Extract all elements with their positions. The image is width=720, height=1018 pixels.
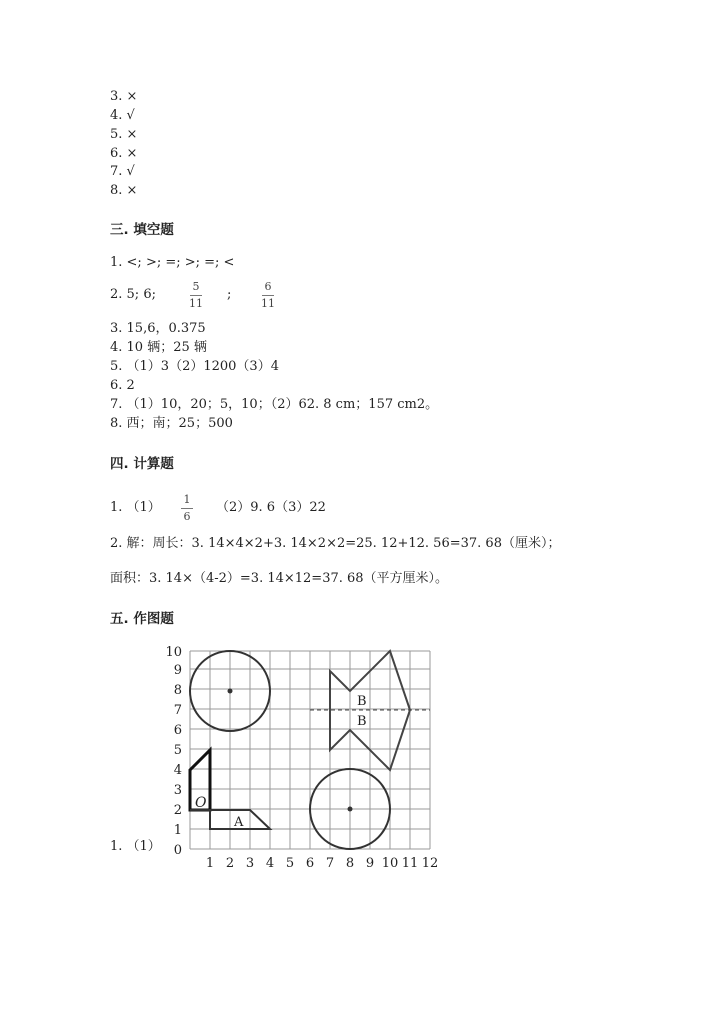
fill-answer-2: 2. 5; 6;: [110, 287, 156, 302]
x-tick-label: 9: [365, 856, 375, 871]
judgment-answer: 3. ×: [110, 89, 138, 104]
y-tick-label: 4: [173, 763, 182, 778]
fill-answer-3: 3. 15,6，0.375: [110, 321, 206, 336]
shape-a-label: A: [234, 815, 244, 830]
y-tick-label: 10: [165, 645, 182, 660]
calc-answer-2-line1: 2. 解：周长：3. 14×4×2+3. 14×2×2=25. 12+12. 56=37. 68（厘米）；: [110, 536, 561, 551]
calc-answer-2-line2: 面积：3. 14×（4-2）=3. 14×12=37. 68（平方厘米）。: [110, 571, 449, 586]
x-tick-label: 10: [381, 856, 399, 871]
calc-answer-1-prefix: 1. （1）: [110, 500, 161, 515]
x-tick-label: 8: [345, 856, 355, 871]
x-tick-label: 11: [401, 856, 419, 871]
x-tick-label: 12: [421, 856, 439, 871]
circle-center-dot: [348, 807, 353, 812]
judgment-answer: 8. ×: [110, 183, 138, 198]
y-tick-label: 5: [173, 743, 182, 758]
y-tick-label: 7: [173, 703, 182, 718]
judgment-answer: 7. √: [110, 164, 135, 179]
x-tick-label: 6: [305, 856, 315, 871]
coordinate-grid-figure: [160, 640, 445, 875]
fill-answer-1: 1. <; >; =; >; =; <: [110, 255, 235, 270]
y-tick-label: 6: [173, 723, 182, 738]
origin-label: O: [195, 795, 207, 811]
judgment-answer: 6. ×: [110, 146, 138, 161]
section-heading-fill: 三. 填空题: [110, 222, 174, 238]
calc-answer-1-suffix: （2）9. 6（3）22: [216, 500, 326, 515]
y-tick-label: 0: [173, 843, 182, 858]
circle-center-dot: [228, 689, 233, 694]
x-tick-label: 3: [245, 856, 255, 871]
x-tick-label: 4: [265, 856, 275, 871]
y-tick-label: 8: [173, 683, 182, 698]
judgment-answer: 5. ×: [110, 127, 138, 142]
fraction: 5 11: [189, 280, 203, 310]
y-tick-label: 1: [173, 823, 182, 838]
x-tick-label: 5: [285, 856, 295, 871]
section-heading-calc: 四. 计算题: [110, 456, 174, 472]
section-heading-draw: 五. 作图题: [110, 611, 174, 627]
fill-answer-5: 5. （1）3（2）1200（3）4: [110, 359, 279, 374]
x-tick-label: 2: [225, 856, 235, 871]
fraction: 6 11: [261, 280, 275, 310]
y-tick-label: 2: [173, 803, 182, 818]
y-tick-label: 9: [173, 663, 182, 678]
x-tick-label: 7: [325, 856, 335, 871]
fill-answer-8: 8. 西；南；25；500: [110, 416, 233, 431]
shape-b-mirror-label: B: [357, 714, 367, 729]
y-tick-label: 3: [173, 783, 182, 798]
judgment-answer: 4. √: [110, 108, 135, 123]
fill-answer-4: 4. 10 辆；25 辆: [110, 340, 207, 355]
separator: ;: [227, 287, 232, 302]
fraction: 1 6: [181, 494, 193, 523]
fill-answer-6: 6. 2: [110, 378, 135, 393]
x-tick-label: 1: [205, 856, 215, 871]
shape-b-label: B: [357, 694, 367, 709]
draw-answer-1-label: 1. （1）: [110, 839, 161, 854]
fill-answer-7: 7. （1）10，20；5，10；（2）62. 8 cm；157 cm2。: [110, 397, 439, 412]
